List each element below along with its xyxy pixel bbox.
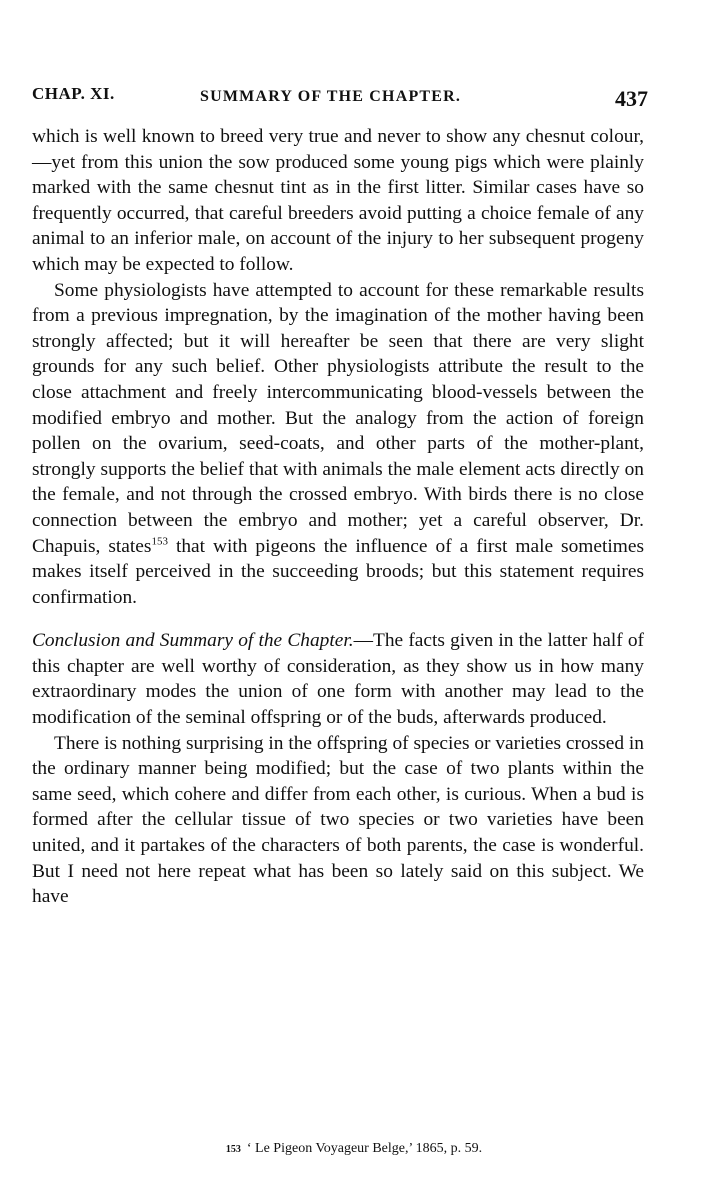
paragraph-3 [32, 628, 644, 730]
body-text [32, 124, 644, 910]
footnote-text: ‘ Le Pigeon Voyageur Belge,’ 1865, p. 59. [246, 1141, 483, 1156]
running-header [32, 84, 648, 118]
paragraph-2 [32, 278, 644, 611]
paragraph-2-text: Some physiologists have attempted to account for these remarkable results from a previous impregnation, by the imagination of the mother having been strongly affected; but it will hereafter be seen that there are very slight grounds for any such belief. Other physiologists attribute the result to the close attachment and freely intercommunicating blood-vessels between the modified embryo and mother. But the analogy from the action of foreign pollen on the ovarium, seed-coats, and other parts of the mother-plant, strongly supports the belief that with animals the male element acts directly on the female, and not through the crossed embryo. With birds there is no close connection between the embryo and mother; yet a careful observer, Dr. Chapuis, states [32, 279, 644, 557]
section-heading: Conclusion and Summary of the Chapter. [32, 630, 354, 652]
section-gap [32, 610, 644, 628]
footnote-reference[interactable]: 153 [151, 535, 168, 548]
footnote [0, 1141, 708, 1157]
running-title: SUMMARY OF THE CHAPTER. [200, 88, 462, 105]
page-number: 437 [615, 86, 648, 111]
paragraph-4: There is nothing surprising in the offspring of species or varieties crossed in the ordinary manner being modified; but the case of two plants within the same seed, which cohere and differ from each other, is curious. When a bud is formed after the cellular tissue of two species or two varieties have been united, and it partakes of the characters of both parents, the case is wonderful. But I need not here repeat what has been so lately said on this subject. We have [32, 732, 644, 908]
paragraph-3-text: —The facts given in the latter half of this chapter are well worthy of consideration, as they show us in how many extraordinary modes the union of one form with another may lead to the modification of the seminal offspring or of the buds, afterwards produced. [32, 630, 644, 729]
chapter-label: CHAP. XI. [32, 84, 115, 103]
paragraph-2-text-continued: that with pigeons the influence of a first male sometimes makes itself perceived in the succeeding broods; but this statement requires confirmation. [32, 535, 644, 608]
paragraph-1: which is well known to breed very true and never to show any chesnut colour,—yet from this union the sow produced some young pigs which were plainly marked with the same chesnut tint as in the first litter. Similar cases have so frequently occurred, that careful breeders avoid putting a choice female of any animal to an inferior male, on account of the injury to her subsequent progeny which may be expected to follow. [32, 126, 644, 275]
footnote-number: 153 [225, 1144, 241, 1155]
